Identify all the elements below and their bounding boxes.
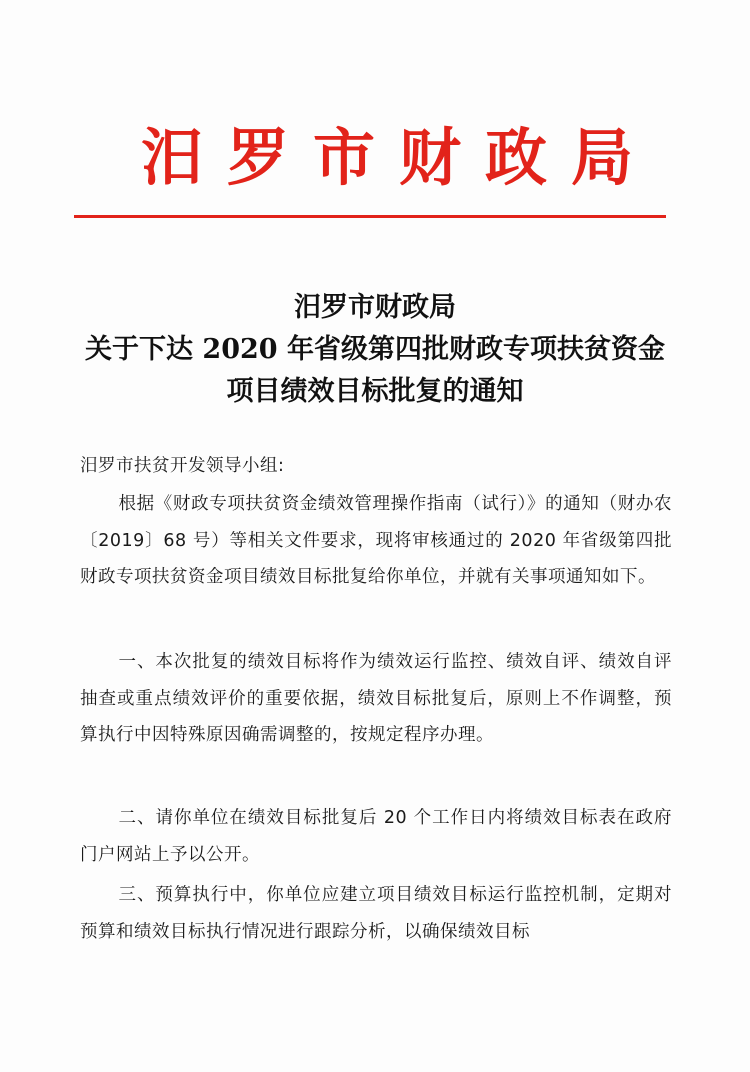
body-paragraph-3: 二、请你单位在绩效目标批复后 20 个工作日内将绩效目标表在政府门户网站上予以公开。 [80, 808, 672, 865]
body-paragraph-4: 三、预算执行中，你单位应建立项目绩效目标运行监控机制，定期对预算和绩效目标执行情况进行跟踪分析，以确保绩效目标 [80, 885, 672, 942]
body-paragraph-2: 一、本次批复的绩效目标将作为绩效运行监控、绩效自评、绩效自评抽查或重点绩效评价的重要依据，绩效目标批复后，原则上不作调整，预算执行中因特殊原因确需调整的，按规定程序办理。 [80, 652, 672, 745]
document-title-line-3: 项目绩效目标批复的通知 [226, 376, 524, 407]
document-title-line-1: 汨罗市财政局 [294, 292, 456, 323]
letterhead-org-name: 汨罗市财政局 [140, 121, 657, 194]
letterhead-red-rule [74, 215, 666, 218]
body-paragraph-1: 根据《财政专项扶贫资金绩效管理操作指南（试行）》的通知（财办农〔2019〕68 号）等相关文件要求，现将审核通过的 2020 年省级第四批财政专项扶贫资金项目绩效目标批复给你单位，并就有关事项通知如下。 [80, 494, 672, 587]
document-title-line-2: 关于下达 2020 年省级第四批财政专项扶贫资金 [85, 334, 665, 365]
salutation: 汨罗市扶贫开发领导小组: [80, 456, 285, 476]
